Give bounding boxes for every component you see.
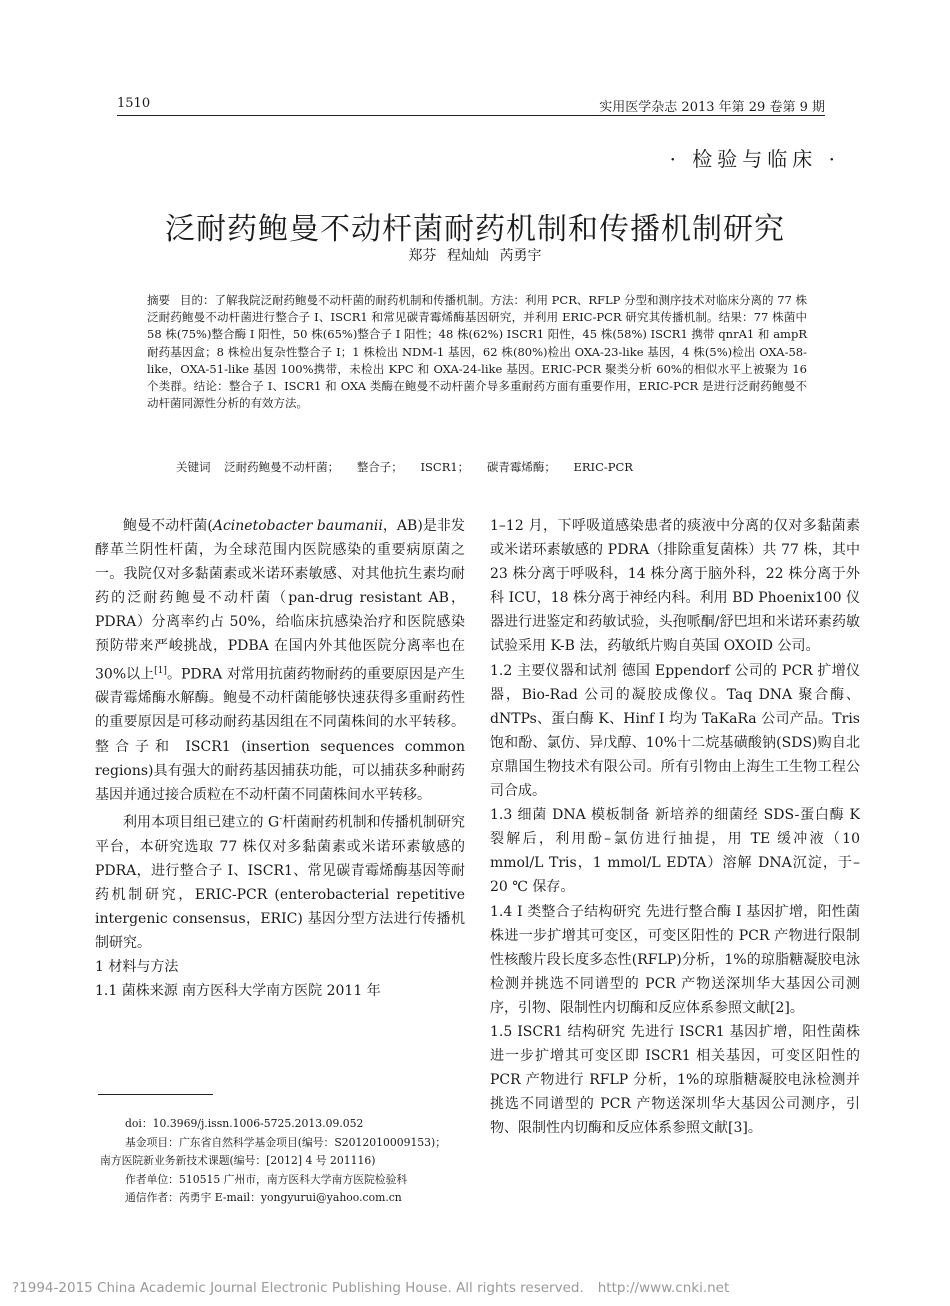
methods-paragraph-1-3: 1.3 细菌 DNA 模板制备 新培养的细菌经 SDS-蛋白酶 K 裂解后，利用酚–氯仿进行抽提，用 TE 缓冲液（10 mmol/L Tris，1 mmol/L EDTA）溶解 DNA沉淀，于–20 ℃ 保存。 [490,807,860,896]
methods-paragraph-1-2: 1.2 主要仪器和试剂 德国 Eppendorf 公司的 PCR 扩增仪器，Bio-Rad 公司的凝胶成像仪。Taq DNA 聚合酶、dNTPs、蛋白酶 K、Hinf I 均为 TaKaRa 公司产品。Tris 饱和酚、氯仿、异戊醇、10%十二烷基磺酸钠(SDS)购自北京鼎国生物技术有限公司。所有引物由上海生工生物工程公司合成。 [490,662,860,800]
species-name: Acinetobacter baumanii [212,518,383,534]
fund-info: 基金项目：广东省自然科学基金项目(编号：S2012010009153)； [125,1135,447,1149]
keyword: 整合子； [356,460,403,474]
keyword: 碳青霉烯酶； [486,460,556,474]
header-rule [117,115,825,116]
body-column-left [95,514,465,1003]
keywords-label: 关键词 [176,460,211,474]
heading-1-1: 1.1 菌株来源 南方医科大学南方医院 2011 年 [95,983,381,1000]
paper-title: 泛耐药鲍曼不动杆菌耐药机制和传播机制研究 [165,212,785,248]
methods-paragraph-1-4: 1.4 I 类整合子结构研究 先进行整合酶 I 基因扩增，阳性菌株进一步扩增其可变区，可变区阳性的 PCR 产物进行限制性核酸片段长度多态性(RFLP)分析，1%的琼脂糖凝胶电泳检测并挑选不同谱型的 PCR 产物送深圳华大基因公司测序，引物、限制性内切酶和反应体系参照文献[2]。 [490,903,860,1016]
citation: [1] [154,665,167,676]
cnki-link[interactable]: http://www.cnki.net [597,1280,730,1296]
page-number: 1510 [117,96,151,111]
copyright-line [12,1280,743,1296]
intro-paragraph-1: 鲍曼不动杆菌(Acinetobacter baumanii，AB)是非发酵革兰阴性杆菌，为全球范围内医院感染的重要病原菌之一。我院仅对多黏菌素或米诺环素敏感、对其他抗生素均耐药的泛耐药鲍曼不动杆菌（pan-drug resistant AB，PDRA）分离率约占 50%，给临床抗感染治疗和医院感染预防带来严峻挑战，PDBA 在国内外其他医院分离率也在 30%以上[1]。PDRA 对常用抗菌药物耐药的重要原因是产生碳青霉烯酶水解酶。鲍曼不动杆菌能够快速获得多重耐药性的重要原因是可移动耐药基因组在不同菌株间的水平转移。整合子和 ISCR1 (insertion sequences common regions)具有强大的耐药基因捕获功能，可以捕获多种耐药基因并通过接合质粒在不动杆菌不同菌株间水平转移。 [95,518,465,803]
footnote-rule [98,1094,213,1095]
copyright-text: ?1994-2015 China Academic Journal Electronic Publishing House. All rights reserved. [12,1280,584,1296]
keyword: ISCR1； [420,460,470,474]
body-column-right [490,514,860,1140]
abstract-text: 目的：了解我院泛耐药鲍曼不动杆菌的耐药机制和传播机制。方法：利用 PCR、RFLP 分型和测序技术对临床分离的 77 株泛耐药鲍曼不动杆菌进行整合子 I、ISCR1 和常见碳青霉烯酶基因研究，并利用 ERIC-PCR 研究其传播机制。结果：77 株菌中 58 株(75%)整合酶 I 阳性，50 株(65%)整合子 I 阳性；48 株(62%) ISCR1 阳性，45 株(58%) ISCR1 携带 qnrA1 和 ampR 耐药基因盒；8 株检出复杂性整合子 I；1 株检出 NDM-1 基因，62 株(80%)检出 OXA-23-like 基因，4 株(5%)检出 OXA-58-like，OXA-51-like 基因 100%携带，未检出 KPC 和 OXA-24-like 基因。ERIC-PCR 聚类分析 60%的相似水平上被聚为 16 个类群。结论：整合子 I、ISCR1 和 OXA 类酶在鲍曼不动杆菌介导多重耐药方面有重要作用，ERIC-PCR 是进行泛耐药鲍曼不动杆菌同源性分析的有效方法。 [147,293,808,411]
footnotes [100,1115,480,1208]
author-unit: 作者单位：510515 广州市，南方医科大学南方医院检验科 [125,1172,408,1186]
doi: doi：10.3969/j.issn.1006-5725.2013.09.052 [125,1117,364,1130]
keyword: ERIC-PCR [573,460,633,474]
keyword: 泛耐药鲍曼不动杆菌； [224,460,340,474]
authors: 郑芬 程灿灿 芮勇宇 [408,248,542,264]
corresponding-author: 通信作者：芮勇宇 E-mail：yongyurui@yahoo.com.cn [125,1191,402,1204]
intro-paragraph-2: 利用本项目组已建立的 G-杆菌耐药机制和传播机制研究平台，本研究选取 77 株仅对多黏菌素或米诺环素敏感的 PDRA，进行整合子 I、ISCR1、常见碳青霉烯酶基因等耐药机制研究，ERIC-PCR (enterobacterial repetitive intergenic consensus，ERIC) 基因分型方法进行传播机制研究。 [95,813,466,951]
journal-info: 实用医学杂志 2013 年第 29 卷第 9 期 [599,100,825,115]
keywords [176,459,647,475]
abstract-label: 摘要 [147,293,171,307]
abstract [147,292,807,412]
section-label: · 检验与临床 · [669,147,840,171]
methods-paragraph-1: 1–12 月，下呼吸道感染患者的痰液中分离的仅对多黏菌素或米诺环素敏感的 PDRA（排除重复菌株）共 77 株，其中 23 株分离于呼吸科，14 株分离于脑外科，22 株分离于外科 ICU，18 株分离于神经内科。利用 BD Phoenix100 仪器进行进鉴定和药敏试验，头孢哌酮/舒巴坦和米诺环素药敏试验采用 K-B 法，药敏纸片购自英国 OXOID 公司。 [490,518,860,655]
methods-paragraph-1-5: 1.5 ISCR1 结构研究 先进行 ISCR1 基因扩增，阳性菌株进一步扩增其可变区即 ISCR1 相关基因，可变区阳性的 PCR 产物进行 RFLP 分析，1%的琼脂糖凝胶电泳检测并挑选不同谱型的 PCR 产物送深圳华大基因公司测序，引物、限制性内切酶和反应体系参照文献[3]。 [490,1023,860,1137]
fund-info-cont: 南方医院新业务新技术课题(编号：[2012] 4 号 201116) [100,1154,376,1167]
heading-methods: 1 材料与方法 [95,959,179,975]
